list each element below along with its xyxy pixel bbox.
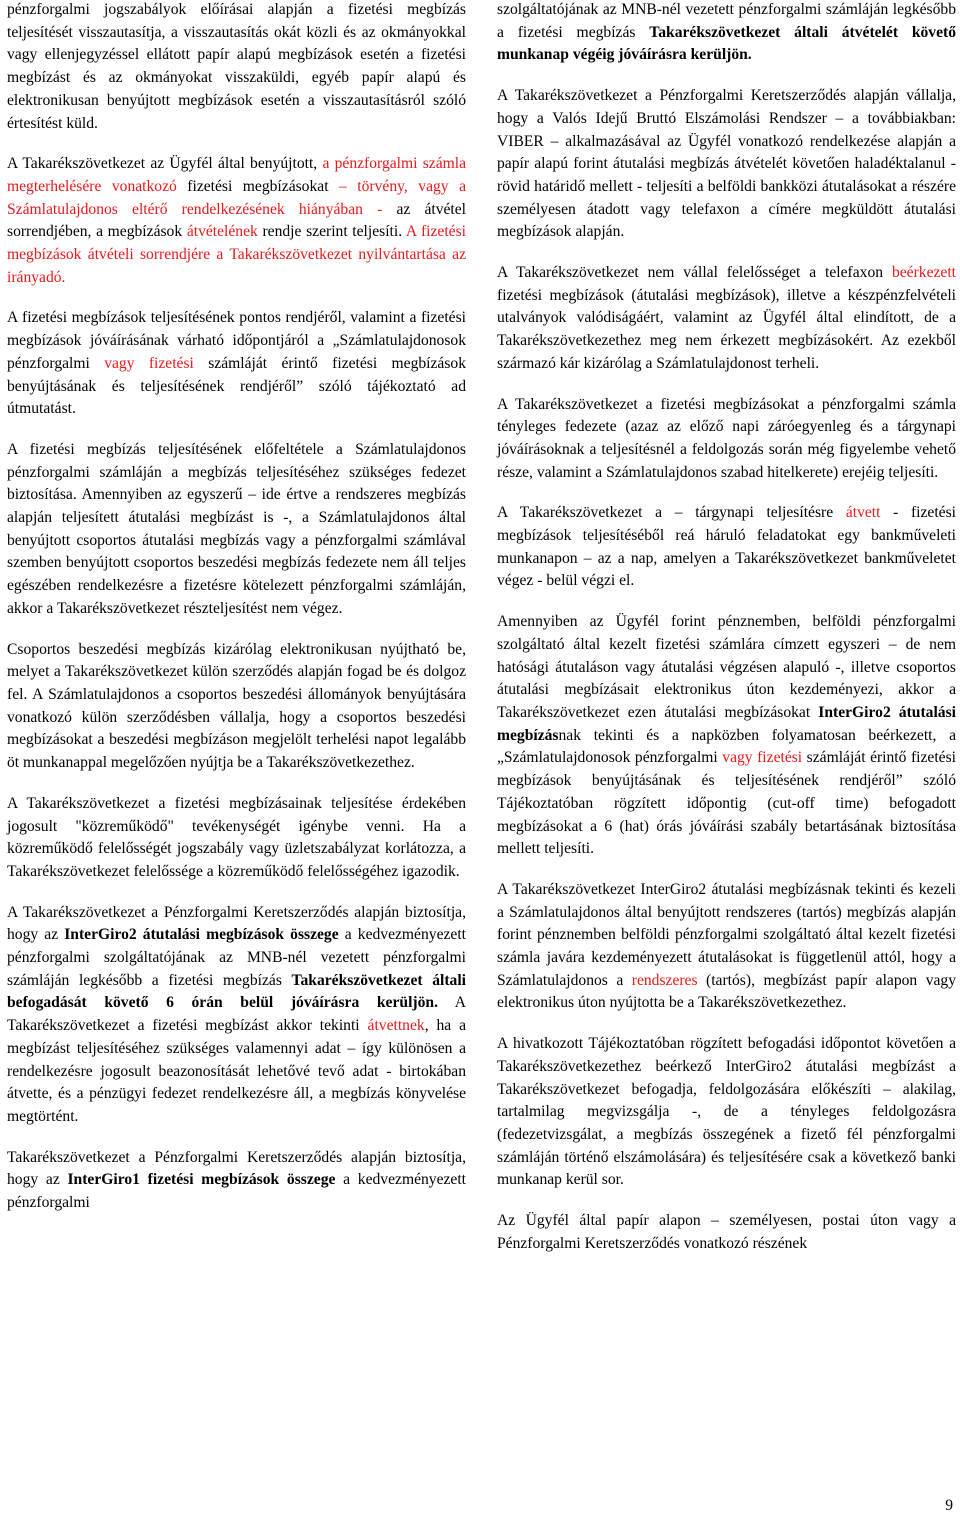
text-run: A Takarékszövetkezet a – tárgynapi teljesítésre — [497, 504, 846, 522]
text-run: A hivatkozott Tájékoztatóban rögzített befogadási időpontot követően a Takarékszövetkezethez beérkező InterGiro2 átutalási megbízást a Takarékszövetkezet befogadja, feldolgozására előkészíti – alakilag, tartalmilag megvizsgálja -, de a tényleges feldolgozásra (fedezetvizsgálat, a megbízás összegének a fizető fél pénzforgalmi számláján történő elszámolására) és teljesítésére csak a következő banki munkanap kerül sor. — [497, 1035, 956, 1189]
paragraph — [497, 394, 956, 485]
paragraph — [7, 1147, 466, 1215]
text-run: A Takarékszövetkezet a fizetési megbízásokat a pénzforgalmi számla tényleges fedezete (azaz az előző napi záróegyenleg és a tárgynapi jóváírásoknak a teljesítésnél a feldolgozás során még figyelembe vehető része, valamint a Számlatulajdonos szabad hitelkerete) erejéig teljesíti. — [497, 395, 956, 481]
paragraph — [7, 902, 466, 1129]
text-run: számláját érintő fizetési megbízások benyújtásának és teljesítésének rendjéről” szóló Tájékoztatóban rögzített időpontig (cut-off time) befogadott megbízásokat a 6 (hat) órás jóváírási szabály betartásának biztosítása mellett teljesíti. — [497, 749, 956, 858]
highlighted-text: vagy fizetési — [722, 749, 803, 767]
bold-text: InterGiro2 átutalási megbízás — [497, 703, 956, 744]
highlighted-text: átvettnek — [367, 1017, 425, 1035]
text-run: pénzforgalmi jogszabályok előírásai alapján a fizetési megbízás teljesítését visszautasítja, a visszautasítás okát közli és az okmányokkal vagy ellenjegyzéssel ellátott papír alapú megbízások esetén a fizetési megbízást és az okmányokat visszaküldi, egyéb papír alapú és elektronikusan benyújtott megbízások esetén a visszautasításról szóló értesítést küld. — [7, 1, 466, 132]
text-run: szolgáltatójának az MNB-nél vezetett pénzforgalmi számláján legkésőbb a fizetési megbízás — [497, 1, 956, 41]
text-run: rendje szerint teljesíti. — [257, 223, 406, 241]
paragraph — [497, 1210, 956, 1255]
text-run: Az Ügyfél által papír alapon – személyesen, postai úton vagy a Pénzforgalmi Keretszerződés vonatkozó részének — [497, 1212, 956, 1252]
bold-text: Takarékszövetkezet általi befogadását követő 6 órán belül jóváírásra kerüljön. — [7, 971, 466, 1012]
text-run: A Takarékszövetkezet InterGiro2 átutalási megbízásnak tekinti és kezeli a Számlatulajdonos által benyújtott rendszeres (tartós) megbízás alapján forint pénznemben belföldi pénzforgalmi szolgáltató által kezelt fizetési számla javára kezdeményezett átutalásokat is függetlenül attól, hogy a Számlatulajdonos a — [497, 880, 956, 989]
highlighted-text: beérkezett — [891, 264, 956, 282]
paragraph — [7, 793, 466, 884]
paragraph — [7, 0, 466, 135]
text-run: A Takarékszövetkezet a fizetési megbízásainak teljesítése érdekében jogosult "közreműködő" tevékenységét igénybe venni. Ha a közreműködő felelősségét jogszabály vagy üzletszabályzat korlátozza, a Takarékszövetkezet felelőssége a közreműködő felelősségéhez igazodik. — [7, 794, 466, 880]
bold-text: Takarékszövetkezet általi átvételét követő munkanap végéig jóváírásra kerüljön. — [497, 23, 956, 64]
text-run: A Takarékszövetkezet a fizetési megbízást akkor tekinti — [7, 994, 466, 1035]
right-column — [497, 0, 956, 1273]
text-run: A fizetési megbízások teljesítésének pontos rendjéről, valamint a fizetési megbízások jóváírásának várható időpontjáról a „Számlatulajdonosok pénzforgalmi — [7, 309, 466, 372]
text-run: A Takarékszövetkezet a Pénzforgalmi Keretszerződés alapján biztosítja, hogy az — [7, 903, 466, 944]
text-run: A Takarékszövetkezet az Ügyfél által benyújtott, — [7, 155, 323, 173]
text-run: , ha a megbízást teljesítéséhez szükséges valamennyi adat – így különösen a rendelkezésre jogosult beazonosítását lehetővé tevő adat - birtokában átvette, és a pénzügyi fedezet rendelkezésre áll, a megbízás könyvelése megtörtént. — [7, 1017, 466, 1125]
text-run: a kedvezményezett pénzforgalmi — [7, 1171, 467, 1212]
paragraph — [497, 502, 956, 593]
highlighted-text: rendszeres — [631, 971, 698, 989]
text-run: A Takarékszövetkezet nem vállal felelősséget a telefaxon — [497, 264, 892, 282]
paragraph — [497, 879, 956, 1015]
paragraph — [497, 1033, 956, 1192]
text-run: nak tekinti és a napközben folyamatosan beérkezett, a „Számlatulajdonosok pénzforgalmi — [497, 726, 956, 767]
text-run: A Takarékszövetkezet a Pénzforgalmi Keretszerződés alapján vállalja, hogy a Valós Idejű Bruttó Elszámolási Rendszer – a továbbiakban: VIBER – alkalmazásával az Ügyfél vonatkozó rendelkezése alapján a papír alapú forint átutalási megbízás átvételét követően haladéktalanul - rövid határidő mellett - teljesíti a belföldi bankközi átutalásokat a részére személyesen átadott vagy telefaxon a címére megküldött átutalási megbízások alapján. — [497, 87, 956, 241]
highlighted-text: a pénzforgalmi számla megterhelésére vonatkozó — [7, 155, 466, 195]
highlighted-text: átvételének — [186, 223, 258, 241]
text-run: fizetési megbízásokat — [176, 177, 340, 195]
paragraph — [497, 262, 956, 376]
paragraph — [7, 307, 466, 421]
paragraph — [497, 611, 956, 861]
paragraph — [7, 439, 466, 621]
highlighted-text: A fizetési megbízások átvételi sorrendjére a Takarékszövetkezet nyilvántartása az irányadó. — [7, 223, 467, 286]
bold-text: InterGiro2 átutalási megbízások összege — [64, 926, 339, 944]
highlighted-text: átvett — [845, 504, 881, 522]
text-run: Csoportos beszedési megbízás kizárólag elektronikusan nyújtható be, melyet a Takarékszövetkezet külön szerződés alapján fogad be és dolgoz fel. A Számlatulajdonos a csoportos beszedési állományok benyújtására vonatkozó külön szerződésben vállalja, hogy a csoportos beszedési megbízásokat a beszedési megbízáson megjelölt terhelési napot legalább öt munkanappal megelőzően nyújtja be a Takarékszövetkezethez. — [7, 640, 466, 772]
text-run: számláját érintő fizetési megbízások benyújtásának és teljesítésének rendjéről” szóló tájékoztató ad útmutatást. — [7, 354, 467, 418]
paragraph — [497, 0, 956, 67]
text-run: Amennyiben az Ügyfél forint pénznemben, belföldi pénzforgalmi szolgáltató által kezelt fizetési számlára címzett egyszeri – de nem hatósági átutaláson vagy átutalási végzésen alapuló -, illetve csoportos átutalási megbízásait elektronikus úton kezdeményezi, akkor a Takarékszövetkezet ezen átutalási megbízásokat — [497, 613, 956, 721]
highlighted-text: vagy fizetési — [104, 354, 194, 372]
highlighted-text: – törvény, vagy a Számlatulajdonos eltérő rendelkezésének hiányában - — [7, 177, 467, 218]
text-run: Takarékszövetkezet a Pénzforgalmi Keretszerződés alapján biztosítja, hogy az — [7, 1148, 466, 1189]
bold-text: InterGiro1 fizetési megbízások összege — [67, 1171, 336, 1189]
text-run: - fizetési megbízások teljesítéséből reá háruló feladatokat egy bankműveleti munkanapon – az a nap, amelyen a Takarékszövetkezet bankműveletet végez - belül végzi el. — [497, 504, 956, 590]
paragraph — [7, 639, 466, 775]
text-run: az átvétel sorrendjében, a megbízások — [7, 200, 467, 241]
paragraph — [497, 85, 956, 244]
text-run: (tartós), megbízást papír alapon vagy elektronikus úton nyújtotta be a Takarékszövetkezethez. — [497, 971, 957, 1012]
text-run: fizetési megbízások (átutalási megbízások), illetve a készpénzfelvételi utalványok valódiságáért, valamint az Ügyfél által elindított, de a Takarékszövetkezethez meg nem érkezett megbízásokért. Az ezekből származó kár kizárólag a Számlatulajdonost terheli. — [497, 286, 956, 372]
paragraph — [7, 153, 466, 289]
page-number: 9 — [945, 1497, 953, 1514]
text-run: a kedvezményezett pénzforgalmi szolgáltatójának az MNB-nél vezetett pénzforgalmi számláján legkésőbb a fizetési megbízás — [7, 926, 467, 989]
text-run: A fizetési megbízás teljesítésének előfeltétele a Számlatulajdonos pénzforgalmi számláján a megbízás teljesítéséhez szükséges fedezet biztosítása. Amennyiben az egyszerű – ide értve a rendszeres megbízás alapján teljesített átutalási megbízást is -, a Számlatulajdonos által benyújtott csoportos átutalási megbízás vagy a pénzforgalmi számlával szemben benyújtott csoportos beszedési megbízás fedezete nem áll teljes egészében rendelkezésre a fizetésre kötelezett pénzforgalmi számláján, akkor a Takarékszövetkezet részteljesítést nem végez. — [7, 440, 466, 617]
left-column — [7, 0, 466, 1233]
